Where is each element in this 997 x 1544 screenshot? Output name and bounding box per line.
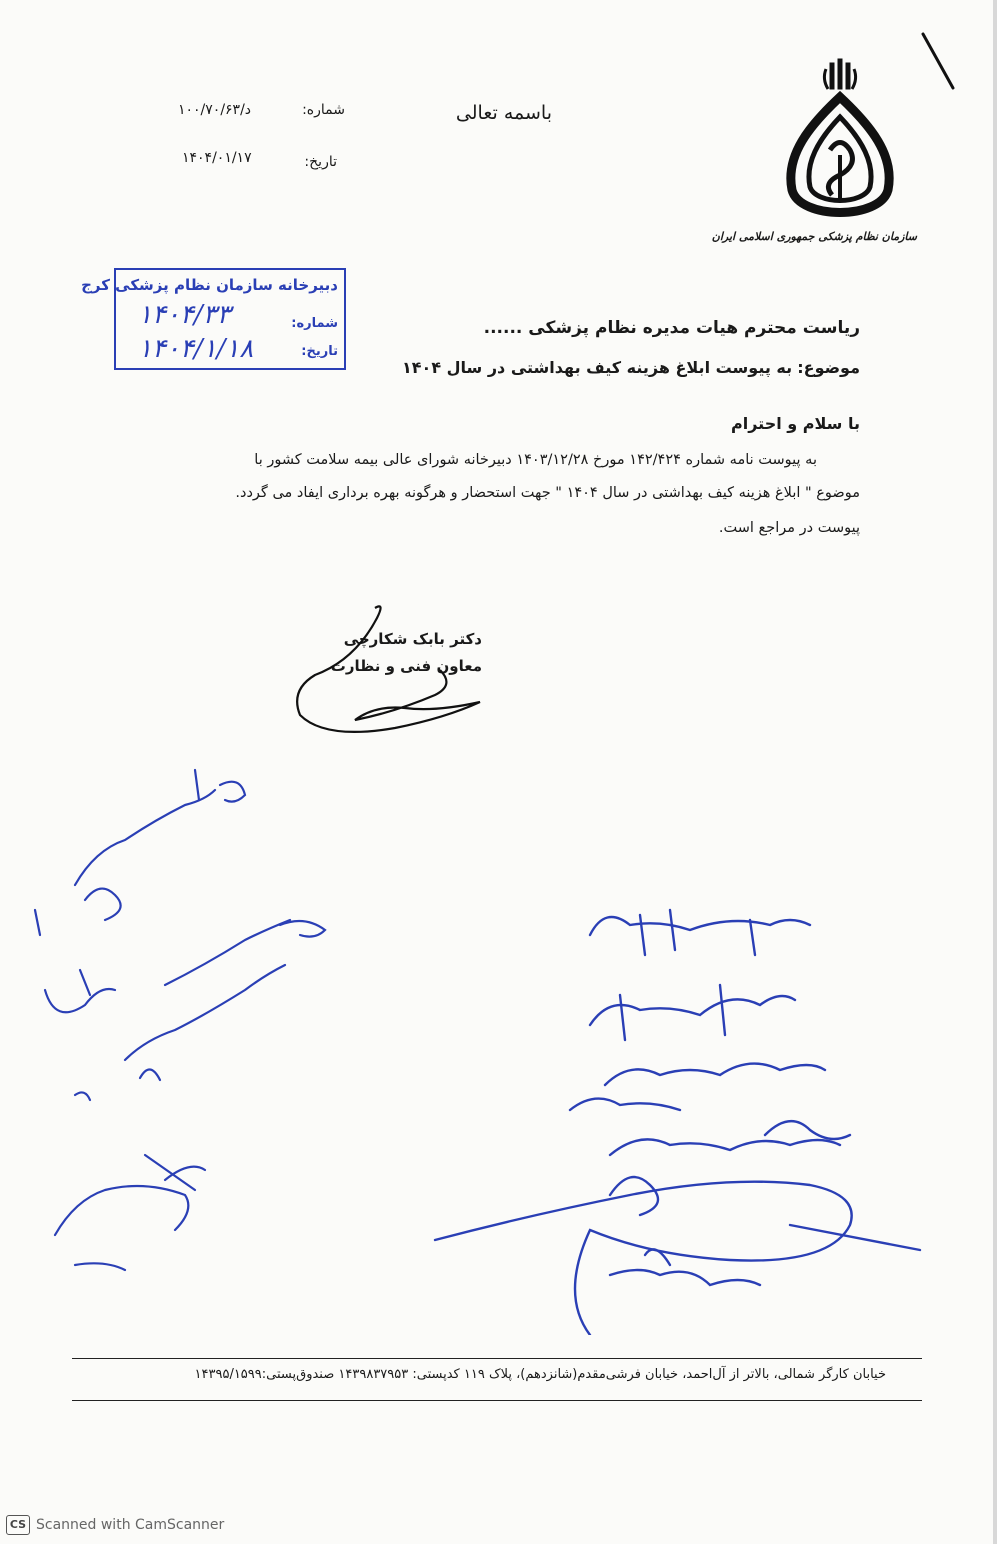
body-line-3: پیوست در مراجع است.: [718, 520, 860, 536]
stamp-date-label: تاریخ:: [301, 344, 338, 359]
subject-line: [402, 358, 860, 377]
signer-title: معاون فنی و نظارت: [330, 657, 482, 675]
org-logo: [760, 55, 920, 255]
stamp-number-label: شماره:: [291, 316, 338, 331]
camscanner-badge: CS: [6, 1515, 30, 1535]
handwritten-note-left: [15, 760, 365, 1300]
scan-edge: [993, 0, 997, 1544]
camscanner-text: Scanned with CamScanner: [36, 1517, 225, 1533]
number-label: شماره:: [302, 102, 345, 118]
signature-scribble: [285, 600, 495, 745]
stamp-number-value: ۱۴۰۴/۳۳: [138, 300, 231, 330]
org-name: سازمان نظام پزشکی جمهوری اسلامی ایران: [711, 230, 917, 243]
camscanner-watermark: [6, 1515, 224, 1535]
footer-rule-top: [72, 1358, 922, 1359]
signer-name: دکتر بابک شکارچی: [343, 630, 482, 648]
corner-pen-mark: [915, 30, 965, 95]
invocation: باسمه تعالی: [455, 102, 552, 124]
subject-text: به پیوست ابلاغ هزینه کیف بهداشتی در سال ۱۴۰۴: [402, 358, 793, 377]
body-line-1: به پیوست نامه شماره ۱۴۲/۴۲۴ مورخ ۱۴۰۳/۱۲/۲۸ دبیرخانه شورای عالی بیمه سلامت کشور با: [254, 452, 817, 468]
stamp-date-value: ۱۴۰۴/۱/۱۸: [138, 334, 254, 364]
number-value: د/۱۰۰/۷۰/۶۳: [178, 102, 252, 118]
secretariat-stamp: [81, 268, 346, 370]
stamp-title: دبیرخانه سازمان نظام پزشکی کرج: [81, 276, 338, 294]
date-value: ۱۴۰۴/۰۱/۱۷: [182, 150, 252, 166]
greeting: با سلام و احترام: [731, 414, 860, 433]
date-label: تاریخ:: [304, 154, 337, 170]
footer-address: خیابان کارگر شمالی، بالاتر از آل‌احمد، خیابان فرشی‌مقدم(شانزدهم)، پلاک ۱۱۹ کدپستی: ۱۴۳۹۸۳۷۹۵۳ صندوق‌پستی:۱۴۳۹۵/۱۵۹۹: [194, 1367, 886, 1382]
footer-rule-bottom: [72, 1400, 922, 1401]
body-line-2: موضوع " ابلاغ هزینه کیف بهداشتی در سال ۱۴۰۴ " جهت استحضار و هرگونه بهره برداری ایفاد می گردد.: [235, 485, 860, 501]
subject-label: موضوع:: [797, 358, 860, 377]
handwritten-note-right: [430, 895, 930, 1335]
recipient: ریاست محترم هیات مدیره نظام پزشکی ......: [483, 318, 860, 338]
